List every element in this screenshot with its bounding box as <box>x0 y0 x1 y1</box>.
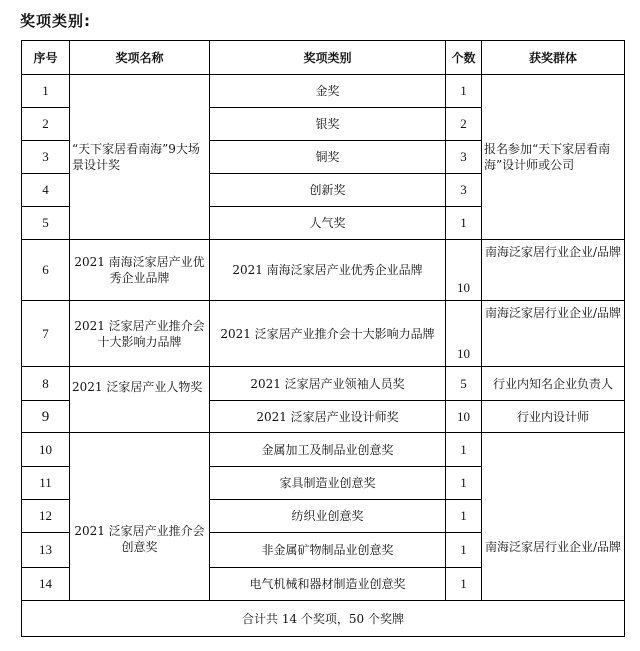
count-cell: 2 <box>446 108 482 141</box>
recipient-group-cell: 南海泛家居行业企业/品牌 <box>482 433 625 601</box>
count-cell: 1 <box>446 433 482 467</box>
row-no: 6 <box>22 240 70 301</box>
section-heading: 奖项类别: <box>20 12 91 30</box>
award-category-cell: 创新奖 <box>210 174 446 207</box>
row-no: 10 <box>22 433 70 467</box>
header-award-category: 奖项类别 <box>210 41 446 75</box>
award-category-cell: 纺织业创意奖 <box>210 500 446 533</box>
total-cell: 合计共 14 个奖项，50 个奖牌 <box>22 601 625 637</box>
award-category-cell: 金奖 <box>210 75 446 108</box>
award-name-cell: 2021 泛家居产业推介会十大影响力品牌 <box>70 301 210 367</box>
awards-table <box>21 40 625 637</box>
row-no: 8 <box>22 367 70 401</box>
recipient-group-cell: 报名参加“天下家居看南海”设计师或公司 <box>482 75 625 240</box>
count-cell: 1 <box>446 467 482 500</box>
award-category-cell: 金属加工及制品业创意奖 <box>210 433 446 467</box>
recipient-group-cell: 南海泛家居行业企业/品牌 <box>482 301 625 367</box>
recipient-group-cell: 行业内知名企业负责人 <box>482 367 625 401</box>
award-name-cell: 2021 南海泛家居产业优秀企业品牌 <box>70 240 210 301</box>
award-category-cell: 2021 泛家居产业领袖人员奖 <box>210 367 446 401</box>
table-row <box>22 433 625 467</box>
total-row <box>22 601 625 637</box>
award-category-cell: 铜奖 <box>210 141 446 174</box>
row-no: 4 <box>22 174 70 207</box>
award-category-cell: 2021 泛家居产业推介会十大影响力品牌 <box>210 301 446 367</box>
count-cell: 3 <box>446 141 482 174</box>
row-no: 13 <box>22 533 70 568</box>
row-no: 14 <box>22 568 70 601</box>
header-count: 个数 <box>446 41 482 75</box>
header-recipient-group: 获奖群体 <box>482 41 625 75</box>
row-no: 7 <box>22 301 70 367</box>
row-no: 2 <box>22 108 70 141</box>
header-award-name: 奖项名称 <box>70 41 210 75</box>
award-category-cell: 电气机械和器材制造业创意奖 <box>210 568 446 601</box>
table-row <box>22 75 625 108</box>
count-cell: 1 <box>446 500 482 533</box>
row-no: 3 <box>22 141 70 174</box>
count-cell: 10 <box>446 240 482 301</box>
award-category-cell: 家具制造业创意奖 <box>210 467 446 500</box>
count-cell: 1 <box>446 207 482 240</box>
recipient-group-cell: 南海泛家居行业企业/品牌 <box>482 240 625 301</box>
award-name-cell: 2021 泛家居产业推介会创意奖 <box>70 433 210 601</box>
count-cell: 3 <box>446 174 482 207</box>
row-no: 11 <box>22 467 70 500</box>
award-name-cell: “天下家居看南海”9大场景设计奖 <box>70 75 210 240</box>
count-cell: 1 <box>446 533 482 568</box>
award-name-cell: 2021 泛家居产业人物奖 <box>70 367 210 433</box>
table-header-row <box>22 41 625 75</box>
header-no: 序号 <box>22 41 70 75</box>
count-cell: 10 <box>446 401 482 433</box>
award-category-cell: 2021 南海泛家居产业优秀企业品牌 <box>210 240 446 301</box>
table-row <box>22 240 625 301</box>
award-category-cell: 2021 泛家居产业设计师奖 <box>210 401 446 433</box>
count-cell: 10 <box>446 301 482 367</box>
table-row <box>22 301 625 367</box>
recipient-group-cell: 行业内设计师 <box>482 401 625 433</box>
count-cell: 1 <box>446 75 482 108</box>
row-no: 5 <box>22 207 70 240</box>
count-cell: 1 <box>446 568 482 601</box>
row-no: 1 <box>22 75 70 108</box>
count-cell: 5 <box>446 367 482 401</box>
row-no: 12 <box>22 500 70 533</box>
award-category-cell: 银奖 <box>210 108 446 141</box>
row-no: 9 <box>22 401 70 433</box>
table-row <box>22 367 625 401</box>
award-category-cell: 非金属矿物制品业创意奖 <box>210 533 446 568</box>
award-category-cell: 人气奖 <box>210 207 446 240</box>
